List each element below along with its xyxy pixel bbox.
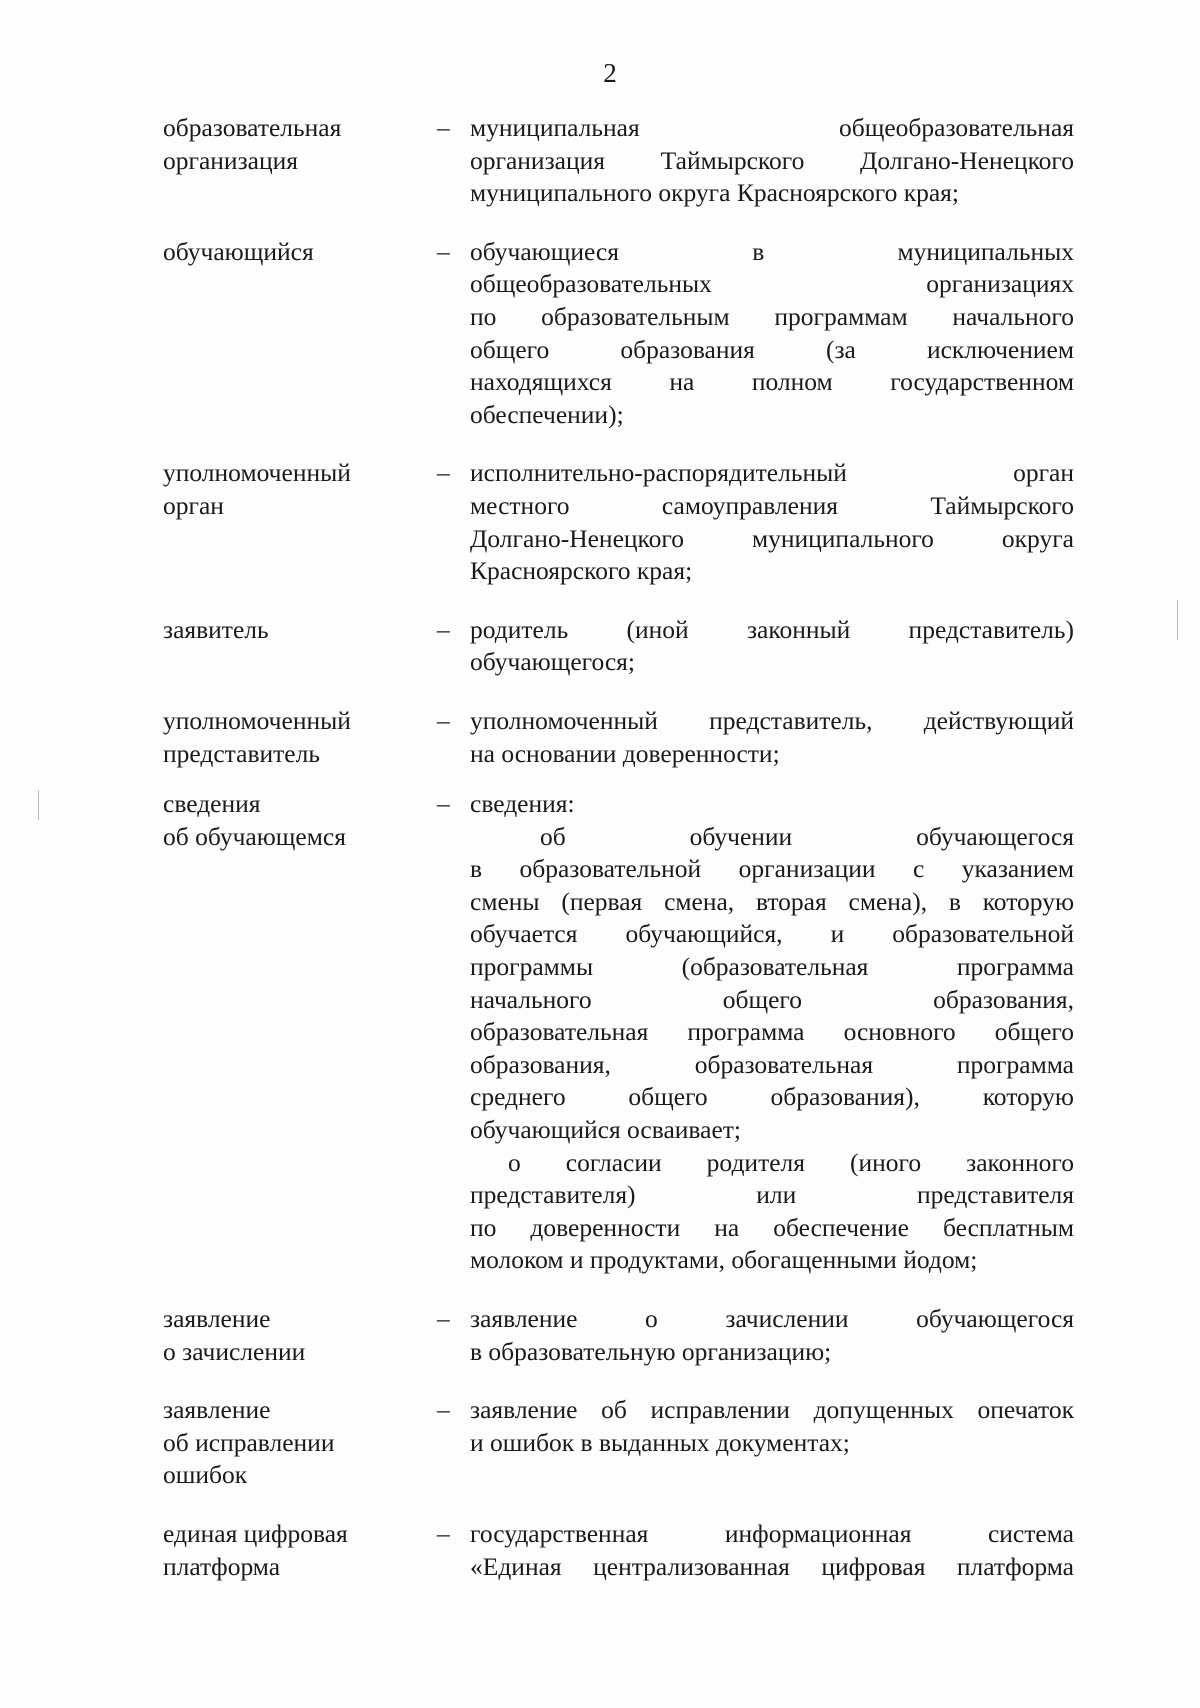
definition-line: программы (образовательная программа: [470, 952, 1074, 982]
definition-line: заявление об исправлении допущенных опечаток: [470, 1395, 1074, 1425]
definition-dash: –: [437, 236, 450, 266]
definition-line: смены (первая смена, вторая смена), в которую: [470, 886, 1074, 916]
definition-term: сведения об обучающемся: [163, 789, 346, 851]
definitions-list: [163, 112, 1074, 1583]
definition-entry: [163, 1303, 1074, 1368]
definition-dash: –: [437, 705, 450, 735]
definition-line: исполнительно-распорядительный орган: [470, 458, 1074, 488]
definition-line: о согласии родителя (иного законного: [508, 1147, 1074, 1177]
definition-line: в образовательную организацию;: [470, 1336, 832, 1366]
definition-line: родитель (иной законный представитель): [470, 614, 1074, 644]
scan-margin-mark: [1177, 600, 1178, 640]
definition-line: обучается обучающийся, и образовательной: [470, 919, 1074, 949]
definition-line: заявление о зачислении обучающегося: [470, 1304, 1074, 1333]
definition-line: «Единая централизованная цифровая платформа: [470, 1551, 1074, 1581]
definition-line: молоком и продуктами, обогащенными йодом;: [470, 1245, 978, 1275]
definition-text: [470, 1303, 1074, 1368]
definition-line: Долгано-Ненецкого муниципального округа: [470, 523, 1074, 553]
definition-text: [470, 705, 1074, 770]
definition-line: и ошибок в выданных документах;: [470, 1427, 850, 1457]
definition-line: об обучении обучающегося: [540, 821, 1074, 851]
definition-text: [470, 1518, 1074, 1583]
definition-line: местного самоуправления Таймырского: [470, 490, 1074, 520]
definition-entry: [163, 705, 1074, 770]
definition-line: в образовательной организации с указанием: [470, 854, 1074, 884]
definition-line: сведения:: [470, 789, 575, 819]
definition-dash: –: [437, 1395, 450, 1425]
definition-line: по доверенности на обеспечение бесплатным: [470, 1212, 1074, 1242]
definition-entry: [163, 1518, 1074, 1583]
definition-line: обучающегося;: [470, 647, 635, 677]
definition-line: начального общего образования,: [470, 984, 1074, 1014]
definition-entry: [163, 1394, 1074, 1492]
definition-line: муниципального округа Красноярского края;: [470, 178, 959, 208]
definition-text: [470, 788, 1074, 1277]
definition-term: образовательная организация: [163, 113, 342, 175]
definition-term: единая цифровая платформа: [163, 1518, 348, 1581]
definition-line: представителя) или представителя: [470, 1180, 1074, 1210]
definition-text: [470, 112, 1074, 210]
definition-dash: –: [437, 1304, 450, 1333]
definition-line: среднего общего образования), которую: [470, 1082, 1074, 1112]
definition-dash: –: [437, 113, 450, 142]
definition-line: обучающиеся в муниципальных: [470, 236, 1074, 266]
definition-term: обучающийся: [163, 236, 314, 266]
definition-term: уполномоченный орган: [163, 458, 351, 520]
definition-line: Красноярского края;: [470, 556, 693, 586]
definition-line: обучающийся осваивает;: [470, 1115, 741, 1145]
scan-margin-mark: [38, 790, 39, 820]
definition-entry: [163, 457, 1074, 587]
definition-line: находящихся на полном государственном: [470, 367, 1074, 397]
definition-line: общеобразовательных организациях: [470, 269, 1074, 299]
definition-line: на основании доверенности;: [470, 738, 780, 768]
definition-line: образования, образовательная программа: [470, 1049, 1074, 1079]
definition-text: [470, 457, 1074, 587]
definition-line: по образовательным программам начального: [470, 301, 1074, 331]
definition-term: заявление об исправлении ошибок: [163, 1395, 335, 1490]
page-number: 2: [603, 58, 617, 88]
definition-dash: –: [437, 614, 450, 644]
definition-line: образовательная программа основного общего: [470, 1017, 1074, 1047]
definition-dash: –: [437, 1518, 450, 1548]
definition-line: муниципальная общеобразовательная: [470, 113, 1074, 142]
definition-entry: [163, 112, 1074, 210]
definition-text: [470, 236, 1074, 432]
definition-term: заявитель: [163, 614, 269, 644]
definition-text: [470, 1394, 1074, 1459]
definition-term: уполномоченный представитель: [163, 705, 351, 768]
definition-entry: [163, 788, 1074, 1277]
definition-dash: –: [437, 789, 450, 819]
definition-entry: [163, 236, 1074, 432]
definition-entry: [163, 614, 1074, 679]
definition-term: заявление о зачислении: [163, 1304, 306, 1366]
definition-line: уполномоченный представитель, действующий: [470, 705, 1074, 735]
definition-line: общего образования (за исключением: [470, 334, 1074, 364]
definition-dash: –: [437, 458, 450, 488]
definition-line: государственная информационная система: [470, 1518, 1074, 1548]
definition-line: организация Таймырского Долгано-Ненецкого: [470, 145, 1074, 175]
definition-text: [470, 614, 1074, 679]
definition-line: обеспечении);: [470, 399, 624, 429]
